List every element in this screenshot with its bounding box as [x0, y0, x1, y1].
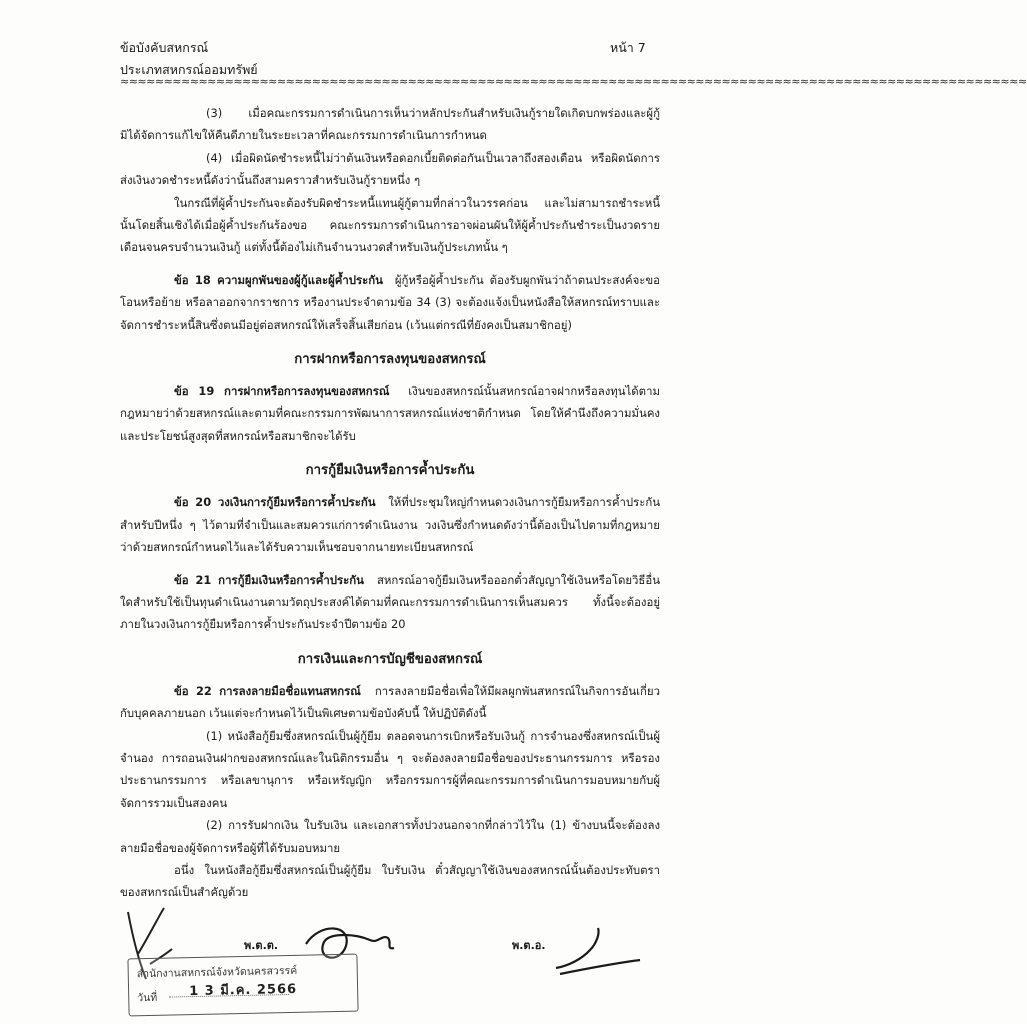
paragraph-guarantor-installments: ในกรณีที่ผู้ค้ำประกันจะต้องรับผิดชำระหนี้แทนผู้กู้ตามที่กล่าวในวรรคก่อน และไม่สามารถชำระหนี้นั้นโดยสิ้นเชิงได้เมื่อผู้ค้ำประกันร้องขอ คณะกรรมการดำเนินการอาจผ่อนผันให้ผู้ค้ำประกันชำระเป็นงวดรายเดือนจนครบจำนวนเงินกู้ แต่ทั้งนี้ต้องไม่เกินจำนวนงวดสำหรับเงินกู้ประเภทนั้น ๆ — [120, 195, 660, 255]
stamp-date-label: วันที่ — [137, 991, 158, 1005]
stamp-office-name: สำนักงานสหกรณ์จังหวัดนครสวรรค์ — [136, 964, 298, 981]
receipt-stamp — [127, 954, 358, 1017]
paragraph-item-4: (4) เมื่อผิดนัดชำระหนี้ไม่ว่าต้นเงินหรือดอกเบี้ยติดต่อกันเป็นเวลาถึงสองเดือน หรือผิดนัดการส่งเงินงวดชำระหนี้ดังว่านั้นถึงสามคราวสำหรับเงินกู้รายหนึ่ง ๆ — [120, 150, 660, 188]
coop-type-label: ประเภทสหกรณ์ออมทรัพย์ — [120, 62, 258, 77]
right-signer-rank: พ.ต.อ. — [512, 939, 546, 952]
paragraph-item-3: (3) เมื่อคณะกรรมการดำเนินการเห็นว่าหลักประกันสำหรับเงินกู้รายใดเกิดบกพร่องและผู้กู้ มิได้จัดการแก้ไขให้คืนดีภายในระยะเวลาที่คณะกรรมการดำเนินการกำหนด — [120, 106, 660, 143]
article-20-title: ข้อ 20 วงเงินการกู้ยืมหรือการค้ำประกัน — [174, 495, 376, 510]
article-22-note: อนึ่ง ในหนังสือกู้ยืมซึ่งสหกรณ์เป็นผู้กู้ยืม ใบรับเงิน ตั๋วสัญญาใช้เงินของสหกรณ์นั้นต้องประทับตราของสหกรณ์เป็นสำคัญด้วย — [120, 862, 660, 900]
article-21-title: ข้อ 21 การกู้ยืมเงินหรือการค้ำประกัน — [174, 572, 364, 587]
article-21-text: สหกรณ์อาจกู้ยืมเงินหรือออกตั๋วสัญญาใช้เงินหรือโดยวิธีอื่นใดสำหรับใช้เป็นทุนดำเนินงานตามวัตถุประสงค์ได้ตามที่คณะกรรมการดำเนินการเห็นสมควร ทั้งนี้จะต้องอยู่ภายในวงเงินการกู้ยืมหรือการค้ำประกันประจำปีตามข้อ 20 — [120, 572, 660, 632]
article-18-title: ข้อ 18 ความผูกพันของผู้กู้และผู้ค้ำประกัน — [174, 272, 383, 287]
article-18 — [120, 269, 660, 336]
page-number: หน้า 7 — [610, 40, 646, 55]
article-22-item-1: (1) หนังสือกู้ยืมซึ่งสหกรณ์เป็นผู้กู้ยืม ตลอดจนการเบิกหรือรับเงินกู้ การจำนองซึ่งสหกรณ์เป็นผู้จำนอง การถอนเงินฝากของสหกรณ์และในนิติกรรมอื่น ๆ จะต้องลงลายมือชื่อของประธานกรรมการ หรือรองประธานกรรมการ หรือเลขานุการ หรือเหรัญญิก หรือกรรมการผู้ที่คณะกรรมการดำเนินการมอบหมายกับผู้จัดการรวมเป็นสองคน — [120, 728, 660, 810]
article-19-text: เงินของสหกรณ์นั้นสหกรณ์อาจฝากหรือลงทุนได้ตามกฎหมายว่าด้วยสหกรณ์และตามที่คณะกรรมการพัฒนาการสหกรณ์แห่งชาติกำหนด โดยให้คำนึงถึงความมั่นคงและประโยชน์สูงสุดที่สหกรณ์หรือสมาชิกจะได้รับ — [120, 384, 660, 443]
article-20-text: ให้ที่ประชุมใหญ่กำหนดวงเงินการกู้ยืมหรือการค้ำประกันสำหรับปีหนึ่ง ๆ ไว้ตามที่จำเป็นและสมควรแก่การดำเนินงาน วงเงินซึ่งกำหนดดังว่านี้ต้องเป็นไปตามที่กฎหมายว่าด้วยสหกรณ์กำหนดไว้และได้รับความเห็นชอบจากนายทะเบียนสหกรณ์ — [120, 495, 660, 555]
article-22 — [120, 680, 660, 725]
left-signer-rank: พ.ต.ต. — [244, 939, 279, 952]
stamp-date: 1 3 มี.ค. 2566 — [188, 981, 298, 1000]
section-heading-borrowing-guarantee: การกู้ยืมเงินหรือการค้ำประกัน — [305, 463, 475, 479]
article-19 — [120, 380, 660, 447]
section-heading-finance-accounting: การเงินและการบัญชีของสหกรณ์ — [297, 651, 483, 667]
header-divider: ≈≈≈≈≈≈≈≈≈≈≈≈≈≈≈≈≈≈≈≈≈≈≈≈≈≈≈≈≈≈≈≈≈≈≈≈≈≈≈≈≈≈≈≈≈≈≈≈≈≈≈≈≈≈≈≈≈≈≈≈≈≈≈≈≈≈≈≈≈≈≈≈≈≈≈≈≈≈≈≈≈≈≈≈≈≈≈≈≈≈≈≈≈≈≈≈≈≈≈≈≈≈≈≈ — [120, 75, 1027, 88]
right-signature — [556, 928, 640, 974]
document-body — [120, 102, 660, 904]
article-22-title: ข้อ 22 การลงลายมือชื่อแทนสหกรณ์ — [174, 683, 361, 698]
article-22-item-2: (2) การรับฝากเงิน ใบรับเงิน และเอกสารทั้งปวงนอกจากที่กล่าวไว้ใน (1) ข้างบนนี้จะต้องลงลายมือชื่อของผู้จัดการหรือผู้ที่ได้รับมอบหมาย — [120, 818, 660, 855]
section-heading-deposit-investment: การฝากหรือการลงทุนของสหกรณ์ — [294, 352, 486, 368]
article-18-text: ผู้กู้หรือผู้ค้ำประกัน ต้องรับผูกพันว่าถ้าตนประสงค์จะขอโอนหรือย้าย หรือลาออกจากราชการ หรืองานประจำตามข้อ 34 (3) จะต้องแจ้งเป็นหนังสือให้สหกรณ์ทราบและจัดการชำระหนี้สินซึ่งตนมีอยู่ต่อสหกรณ์ให้เสร็จสิ้นเสียก่อน (เว้นแต่กรณีที่ยังคงเป็นสมาชิกอยู่) — [120, 272, 660, 332]
doc-type-label: ข้อบังคับสหกรณ์ — [120, 40, 209, 55]
article-21 — [120, 569, 660, 636]
article-22-text: การลงลายมือชื่อเพื่อให้มีผลผูกพันสหกรณ์ในกิจการอันเกี่ยวกับบุคคลภายนอก เว้นแต่จะกำหนดไว้เป็นพิเศษตามข้อบังคับนี้ ให้ปฏิบัติดังนี้ — [120, 683, 660, 721]
article-19-title: ข้อ 19 การฝากหรือการลงทุนของสหกรณ์ — [174, 384, 390, 399]
article-20 — [120, 491, 660, 558]
